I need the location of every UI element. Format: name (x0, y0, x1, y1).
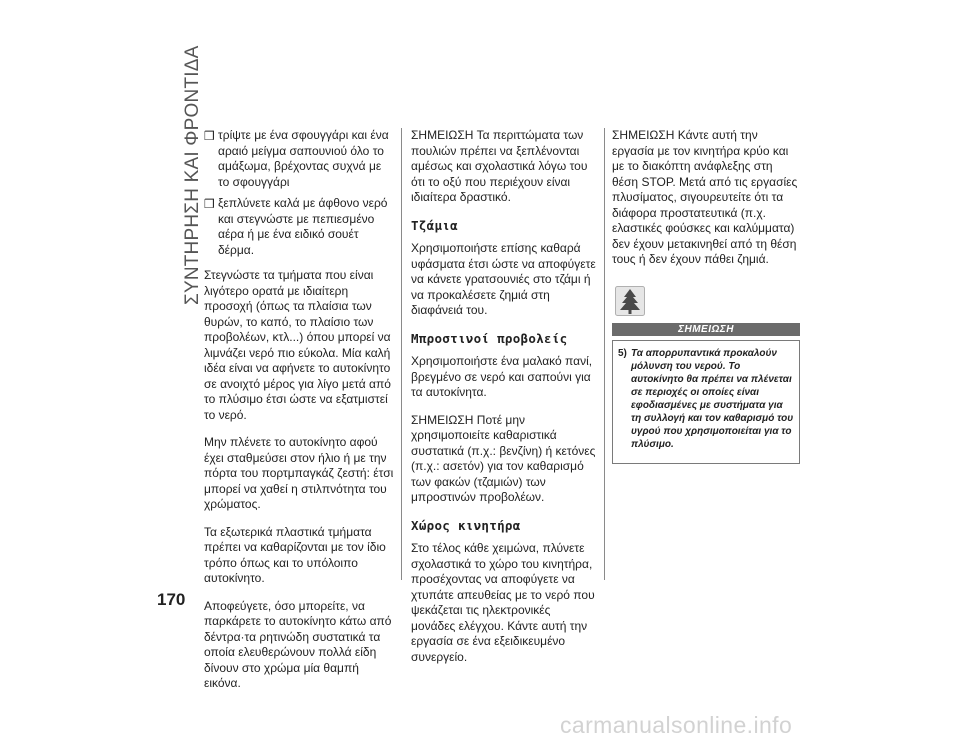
column-divider-2 (604, 128, 605, 580)
paragraph-windows: Χρησιμοποιήστε επίσης καθαρά υφάσματα έτσι ώστε να αποφύγετε να κάνετε γρατσουνιές στο τζάμι ή να προκαλέσετε ζημιά στη διαφάνειά του. (411, 241, 596, 317)
paragraph-plastics: Τα εξωτερικά πλαστικά τμήματα πρέπει να καθαρίζονται με τον ίδιο τρόπο όπως και το υπόλοιπο αυτοκίνητο. (204, 524, 386, 585)
heading-engine-bay: Χώρος κινητήρα (411, 517, 521, 533)
paragraph-drying: Στεγνώστε τα τμήματα που είναι λιγότερο ορατά με ιδιαίτερη προσοχή (όπως τα πλαίσια των θυρών, το καπό, το πλαίσιο των προβολέων, κτλ...) όπου μπορεί να λιμνάζει νερό πιο εύκολα. Μία καλή ιδέα είναι να αφήνετε το αυτοκίνητο σε ανοιχτό μέρος για λίγο μετά από το πλύσιμο έτσι ώστε να εξατμιστεί το νερό. (204, 268, 391, 422)
list-item (204, 196, 394, 258)
column-left (204, 128, 394, 704)
column-middle (411, 128, 596, 677)
heading-headlights: Μπροστινοί προβολείς (411, 330, 568, 346)
list-item-text: τρίψτε με ένα σφουγγάρι και ένα αραιό μείγμα σαπουνιού όλο το αμάξωμα, βρέχοντας συχνά με το σφουγγάρι (218, 128, 389, 189)
paragraph-sun-warning: Μην πλένετε το αυτοκίνητο αφού έχει σταθμεύσει στον ήλιο ή με την πόρτα του πορτμπαγκάζ ζεστή: έτσι μπορεί να χαθεί η στιλπνότητα του χρώματος. (204, 435, 394, 511)
column-divider-1 (401, 128, 402, 580)
note-text: Τα απορρυπαντικά προκαλούν μόλυνση του νερού. Το αυτοκίνητο θα πρέπει να πλένεται σε περιοχές οι οποίες είναι εφοδιασμένες με συστήματα για τη συλλογή και τον καθαρισμό του υγρού που χρησιμοποιείται για το πλύσιμο. (631, 348, 794, 450)
paragraph-bird-droppings-note: ΣΗΜΕΙΩΣΗ Τα περιττώματα των πουλιών πρέπει να ξεπλένονται αμέσως και σχολαστικά λόγω του ότι το οξύ που περιέχουν είναι ιδιαίτερα δραστικό. (411, 128, 588, 204)
paragraph-headlights-note: ΣΗΜΕΙΩΣΗ Ποτέ μην χρησιμοποιείτε καθαριστικά συστατικά (π.χ.: βενζίνη) ή κετόνες (π.χ.: ασετόν) για τον καθαρισμό των φακών (τζαμιών) των μπροστινών προβολέων. (411, 412, 596, 504)
note-title: ΣΗΜΕΙΩΣΗ (678, 324, 734, 335)
checkbox-bullet-icon: ❒ (204, 197, 215, 211)
section-title-vertical (156, 45, 203, 305)
note-header-bar (612, 323, 800, 336)
list-item-text: ξεπλύνετε καλά με άφθονο νερό και στεγνώστε με πεπιεσμένο αέρα ή με ένα ειδικό σουέτ δέρμα. (218, 196, 388, 257)
paragraph-trees: Αποφεύγετε, όσο μπορείτε, να παρκάρετε το αυτοκίνητο κάτω από δέντρα·τα ρητινώδη συστατικά τα οποία ελευθερώνουν πολλά είδη δίνουν στο χρώμα μία θαμπή εικόνα. (204, 598, 392, 690)
tree-environment-icon (615, 286, 645, 316)
section-title-text: ΣΥΝΤΗΡΗΣΗ ΚΑΙ ΦΡΟΝΤΙΔΑ (182, 45, 203, 305)
list-item (204, 128, 394, 190)
watermark: carmanualsonline.info (560, 712, 793, 738)
washing-steps-list (204, 128, 394, 258)
paragraph-headlights: Χρησιμοποιήστε ένα μαλακό πανί, βρεγμένο σε νερό και σαπούνι για τα αυτοκίνητα. (411, 354, 593, 399)
note-box (612, 340, 800, 464)
heading-windows: Τζάμια (411, 217, 458, 233)
paragraph-engine-note: ΣΗΜΕΙΩΣΗ Κάντε αυτή την εργασία με τον κινητήρα κρύο και με το διακόπτη ανάφλεξης στη θέση STOP. Μετά από τις εργασίες πλυσίματος, σιγουρευτείτε ότι τα διάφορα προστατευτικά (π.χ. ελαστικές φούσκες και καλύμματα) δεν έχουν μετακινηθεί από τη θέση τους ή δεν έχουν πάθει ζημιά. (612, 128, 798, 266)
checkbox-bullet-icon: ❒ (204, 129, 215, 143)
paragraph-engine-bay: Στο τέλος κάθε χειμώνα, πλύνετε σχολαστικά το χώρο του κινητήρα, προσέχοντας να αποφύγετε να χτυπάτε απευθείας με το νερό που ψεκάζεται τις ηλεκτρονικές μονάδες ελέγχου. Κάντε αυτή την εργασία σε ένα εξειδικευμένο συνεργείο. (411, 541, 595, 664)
note-item (618, 347, 794, 451)
page-number: 170 (157, 590, 186, 609)
note-number: 5) (618, 348, 627, 359)
column-right (612, 128, 802, 280)
